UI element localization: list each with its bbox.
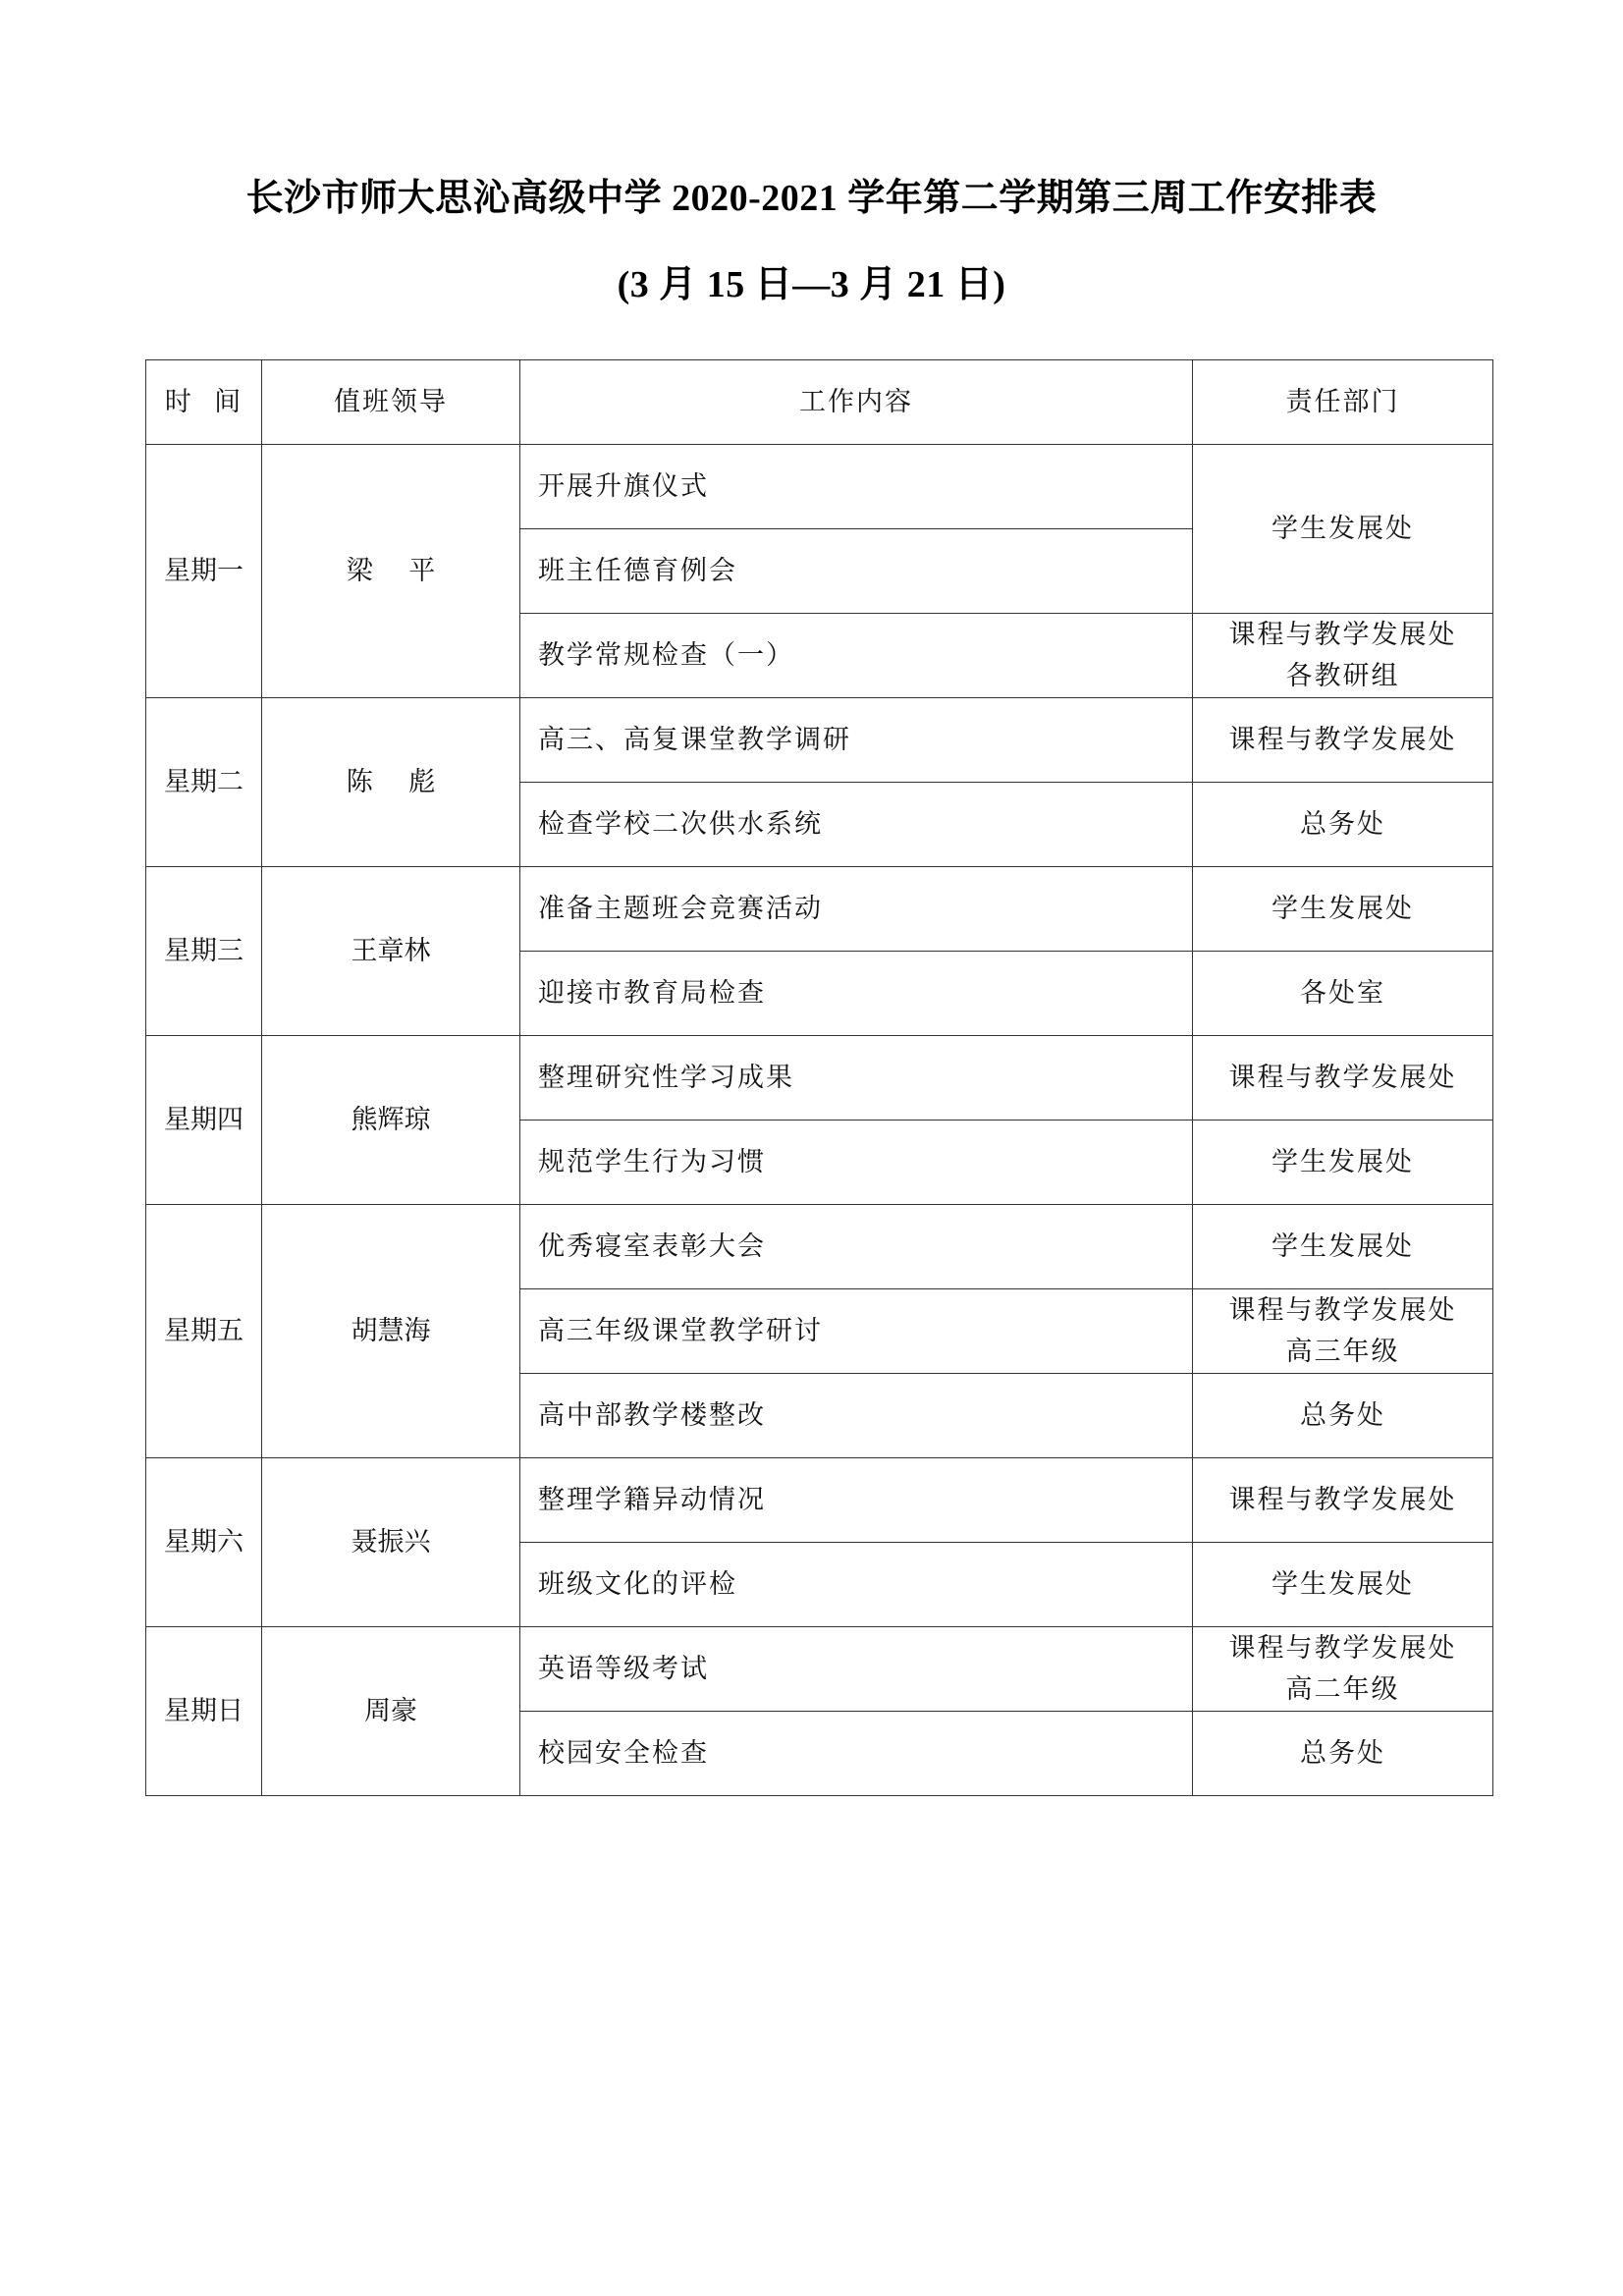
day-cell: 星期二 xyxy=(146,698,262,867)
leader-cell: 聂振兴 xyxy=(262,1458,520,1627)
leader-cell: 胡慧海 xyxy=(262,1205,520,1458)
task-content-cell: 校园安全检查 xyxy=(520,1712,1193,1796)
task-content-cell: 整理学籍异动情况 xyxy=(520,1458,1193,1543)
header-leader: 值班领导 xyxy=(262,360,520,445)
department-line: 总务处 xyxy=(1300,1399,1385,1431)
task-content-cell: 开展升旗仪式 xyxy=(520,445,1193,529)
task-content-cell: 迎接市教育局检查 xyxy=(520,952,1193,1036)
task-content-cell: 高三年级课堂教学研讨 xyxy=(520,1289,1193,1374)
department-line: 学生发展处 xyxy=(1271,513,1414,544)
table-row xyxy=(146,1458,1493,1543)
department-cell xyxy=(1193,1036,1493,1121)
table-row xyxy=(146,1205,1493,1289)
department-cell xyxy=(1193,1458,1493,1543)
department-line: 课程与教学发展处 xyxy=(1228,619,1457,650)
header-time: 时 间 xyxy=(146,360,262,445)
department-cell xyxy=(1193,952,1493,1036)
day-cell: 星期一 xyxy=(146,445,262,698)
task-content-cell: 规范学生行为习惯 xyxy=(520,1121,1193,1205)
department-cell xyxy=(1193,698,1493,783)
department-line: 总务处 xyxy=(1300,1737,1385,1769)
day-cell: 星期三 xyxy=(146,867,262,1036)
department-line: 总务处 xyxy=(1300,808,1385,840)
header-department: 责任部门 xyxy=(1193,360,1493,445)
task-content-cell: 英语等级考试 xyxy=(520,1627,1193,1712)
department-line: 高三年级 xyxy=(1285,1336,1400,1367)
task-content-cell: 高三、高复课堂教学调研 xyxy=(520,698,1193,783)
department-cell xyxy=(1193,1543,1493,1627)
task-content-cell: 准备主题班会竞赛活动 xyxy=(520,867,1193,952)
task-content-cell: 优秀寝室表彰大会 xyxy=(520,1205,1193,1289)
task-content-cell: 高中部教学楼整改 xyxy=(520,1374,1193,1458)
schedule-body xyxy=(146,445,1493,1796)
day-cell: 星期四 xyxy=(146,1036,262,1205)
department-line: 课程与教学发展处 xyxy=(1228,1294,1457,1326)
department-cell xyxy=(1193,783,1493,867)
department-cell xyxy=(1193,445,1493,614)
table-row xyxy=(146,1036,1493,1121)
department-cell xyxy=(1193,614,1493,698)
leader-cell: 周豪 xyxy=(262,1627,520,1796)
task-content-cell: 整理研究性学习成果 xyxy=(520,1036,1193,1121)
department-line: 学生发展处 xyxy=(1271,1230,1414,1262)
department-line: 高二年级 xyxy=(1285,1673,1400,1705)
leader-cell: 王章林 xyxy=(262,867,520,1036)
department-line: 课程与教学发展处 xyxy=(1228,1632,1457,1664)
department-cell xyxy=(1193,1289,1493,1374)
task-content-cell: 班主任德育例会 xyxy=(520,529,1193,614)
leader-cell: 陈 彪 xyxy=(262,698,520,867)
department-cell xyxy=(1193,1205,1493,1289)
page-subtitle: (3 月 15 日—3 月 21 日) xyxy=(617,264,1006,305)
table-row xyxy=(146,698,1493,783)
task-content-cell: 教学常规检查（一） xyxy=(520,614,1193,698)
department-cell xyxy=(1193,1627,1493,1712)
table-row xyxy=(146,867,1493,952)
leader-cell: 熊辉琼 xyxy=(262,1036,520,1205)
department-cell xyxy=(1193,1712,1493,1796)
department-line: 课程与教学发展处 xyxy=(1228,1062,1457,1093)
department-line: 学生发展处 xyxy=(1271,1146,1414,1177)
day-cell: 星期六 xyxy=(146,1458,262,1627)
department-cell xyxy=(1193,867,1493,952)
table-row xyxy=(146,1627,1493,1712)
department-line: 各处室 xyxy=(1300,977,1385,1009)
department-line: 学生发展处 xyxy=(1271,1568,1414,1600)
task-content-cell: 班级文化的评检 xyxy=(520,1543,1193,1627)
table-header-row xyxy=(146,360,1493,445)
day-cell: 星期日 xyxy=(146,1627,262,1796)
page-title: 长沙市师大思沁高级中学 2020-2021 学年第二学期第三周工作安排表 xyxy=(245,178,1378,219)
department-line: 各教研组 xyxy=(1285,660,1400,691)
department-cell xyxy=(1193,1121,1493,1205)
table-row xyxy=(146,445,1493,529)
department-line: 学生发展处 xyxy=(1271,893,1414,924)
leader-cell: 梁 平 xyxy=(262,445,520,698)
task-content-cell: 检查学校二次供水系统 xyxy=(520,783,1193,867)
day-cell: 星期五 xyxy=(146,1205,262,1458)
department-cell xyxy=(1193,1374,1493,1458)
header-content: 工作内容 xyxy=(520,360,1193,445)
department-line: 课程与教学发展处 xyxy=(1228,1484,1457,1515)
schedule-table xyxy=(145,359,1493,1796)
department-line: 课程与教学发展处 xyxy=(1228,724,1457,755)
